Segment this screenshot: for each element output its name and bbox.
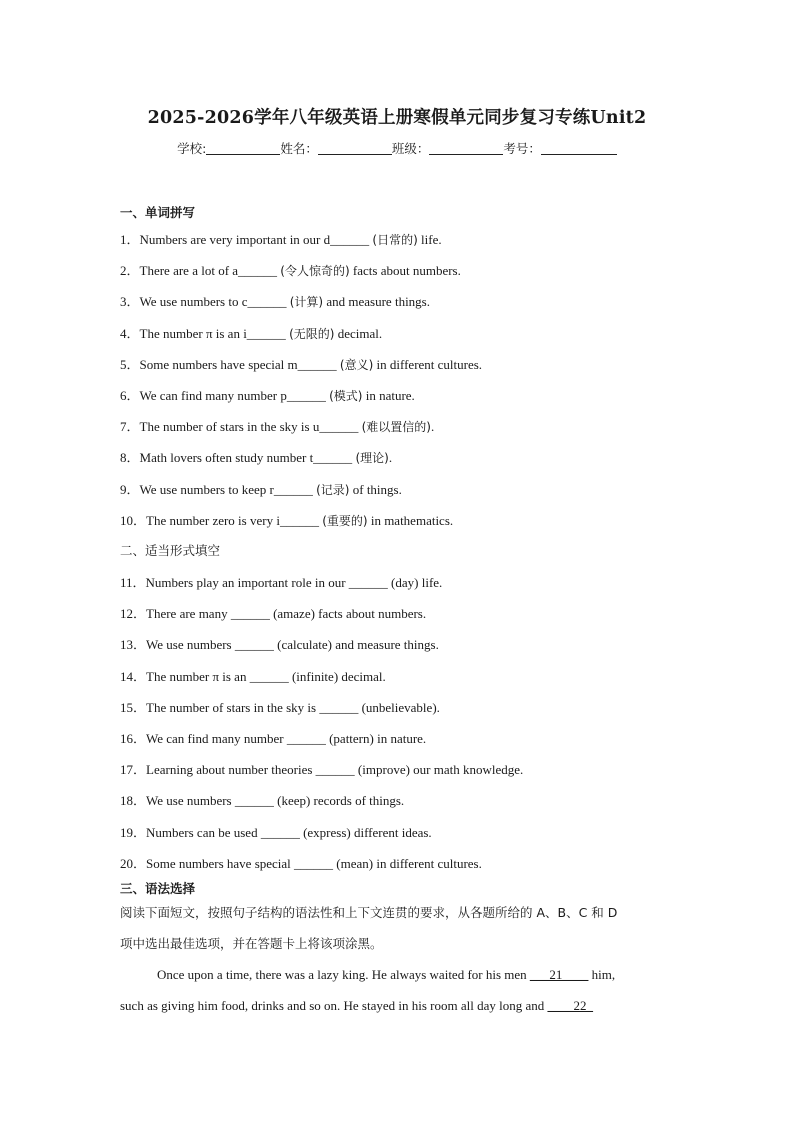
spelling-question: [120, 354, 482, 373]
question-number: 1．: [120, 232, 140, 247]
chinese-hint: (计算): [289, 295, 324, 310]
question-text[interactable]: The number π is an ______ (infinite) decimal.: [146, 668, 386, 684]
question-text: facts about numbers.: [349, 263, 461, 279]
question-text[interactable]: We use numbers to c______: [139, 294, 290, 310]
question-number: 11．: [120, 575, 146, 590]
question-number: 4．: [120, 325, 140, 341]
question-text[interactable]: The number of stars in the sky is u______: [139, 419, 362, 435]
fill-form-question: [120, 697, 440, 716]
spelling-question: [120, 479, 402, 498]
chinese-hint: (难以置信的): [361, 420, 431, 435]
blank-22[interactable]: ____22_: [547, 998, 594, 1013]
chinese-hint: (重要的): [322, 513, 368, 528]
question-text[interactable]: We can find many number p______: [139, 388, 330, 403]
spelling-question: [120, 385, 415, 404]
question-number: 15．: [120, 699, 147, 715]
exam-number-label: 考号：: [503, 141, 541, 156]
fill-form-question: [120, 572, 442, 591]
question-number: 6．: [120, 388, 140, 403]
spelling-question: [120, 447, 392, 466]
chinese-hint: (模式): [329, 389, 363, 403]
question-text[interactable]: The number π is an i______: [139, 325, 290, 341]
passage-text: him,: [588, 967, 616, 982]
spelling-question: [120, 416, 434, 435]
spelling-question: [120, 291, 430, 310]
question-text[interactable]: The number zero is very i______: [146, 512, 323, 528]
question-number: 20．: [120, 855, 147, 871]
question-text[interactable]: There are a lot of a______: [139, 263, 281, 279]
question-text: in nature.: [362, 388, 415, 403]
fill-form-question: [120, 634, 439, 653]
class-blank[interactable]: [429, 142, 503, 155]
name-label: 姓名：: [280, 141, 318, 156]
section-heading-fill-form: 二、适当形式填空: [120, 543, 221, 558]
question-text[interactable]: Some numbers have special m______: [139, 356, 340, 372]
reading-passage: [120, 959, 676, 1021]
chinese-hint: (令人惊奇的): [280, 264, 350, 279]
question-text[interactable]: We use numbers to keep r______: [139, 481, 317, 497]
question-text[interactable]: Numbers play an important role in our ______ (day) life.: [145, 575, 443, 590]
question-text: in mathematics.: [367, 512, 454, 528]
passage-text: such as giving him food, drinks and so on. He stayed in his room all day long and: [120, 998, 548, 1013]
question-text[interactable]: There are many ______ (amaze) facts about numbers.: [146, 606, 427, 622]
question-number: 8．: [120, 450, 140, 466]
fill-form-question: [120, 759, 523, 778]
question-text: .: [430, 419, 435, 435]
fill-form-question: [120, 853, 482, 872]
class-label: 班级：: [391, 141, 430, 156]
question-number: 10．: [120, 512, 147, 528]
passage-text: Once upon a time, there was a lazy king. He always waited for his men: [157, 967, 530, 982]
question-text[interactable]: We use numbers ______ (keep) records of things.: [146, 793, 405, 809]
question-text: in different cultures.: [373, 356, 483, 372]
question-text: .: [388, 450, 393, 466]
section-heading-grammar-choice: 三、语法选择: [120, 881, 196, 896]
exam-number-blank[interactable]: [541, 142, 617, 155]
question-text[interactable]: Numbers are very important in our d______: [139, 232, 373, 247]
question-text[interactable]: The number of stars in the sky is ______ (unbelievable).: [146, 699, 440, 715]
fill-form-question: [120, 822, 432, 841]
fill-form-question: [120, 728, 426, 747]
chinese-hint: (理论): [355, 451, 389, 466]
fill-form-question: [120, 603, 426, 622]
question-number: 5．: [120, 356, 140, 372]
chinese-hint: (日常的): [372, 233, 418, 247]
name-blank[interactable]: [318, 142, 392, 155]
spelling-question: [120, 510, 453, 529]
question-number: 12．: [120, 606, 147, 622]
instruction-line-2: 项中选出最佳选项，并在答题卡上将该项涂黑。: [120, 936, 383, 951]
spelling-question: [120, 229, 442, 248]
question-number: 13．: [120, 637, 147, 653]
chinese-hint: (无限的): [289, 326, 335, 341]
question-number: 3．: [120, 294, 140, 310]
question-text: decimal.: [334, 325, 383, 341]
question-text: and measure things.: [323, 294, 430, 310]
question-text[interactable]: Some numbers have special ______ (mean) in different cultures.: [146, 855, 482, 871]
question-text[interactable]: We can find many number ______ (pattern) in nature.: [146, 731, 427, 746]
passage-line-1: [120, 959, 676, 990]
question-number: 16．: [120, 731, 147, 746]
question-text: life.: [417, 232, 442, 247]
chinese-hint: (记录): [316, 482, 350, 497]
question-text: of things.: [349, 481, 402, 497]
page-title: 2025-2026学年八年级英语上册寒假单元同步复习专练Unit2: [147, 108, 647, 128]
question-number: 18．: [120, 793, 147, 809]
question-number: 14．: [120, 668, 147, 684]
question-number: 2．: [120, 263, 140, 279]
spelling-question: [120, 323, 382, 342]
school-blank[interactable]: [206, 142, 280, 155]
question-text[interactable]: Learning about number theories ______ (improve) our math knowledge.: [146, 762, 524, 778]
question-number: 19．: [120, 824, 147, 840]
blank-21[interactable]: ___21____: [529, 967, 589, 982]
school-label: 学校:: [177, 141, 207, 156]
grammar-instruction: [120, 897, 680, 959]
question-text[interactable]: Numbers can be used ______ (express) different ideas.: [146, 824, 432, 840]
instruction-line-1: 阅读下面短文，按照句子结构的语法性和上下文连贯的要求，从各题所给的 A、B、C 和 D: [120, 905, 618, 920]
question-text[interactable]: Math lovers often study number t______: [139, 450, 356, 466]
chinese-hint: (意义): [339, 357, 374, 372]
passage-line-2: [120, 990, 676, 1021]
question-number: 17．: [120, 762, 147, 778]
question-number: 9．: [120, 481, 140, 497]
spelling-question: [120, 260, 461, 279]
section-heading-spelling: 一、单词拼写: [120, 205, 196, 220]
fill-form-question: [120, 790, 404, 809]
question-text[interactable]: We use numbers ______ (calculate) and measure things.: [146, 637, 439, 653]
fill-form-question: [120, 666, 386, 685]
question-number: 7．: [120, 419, 140, 435]
student-info-line: [0, 139, 794, 157]
